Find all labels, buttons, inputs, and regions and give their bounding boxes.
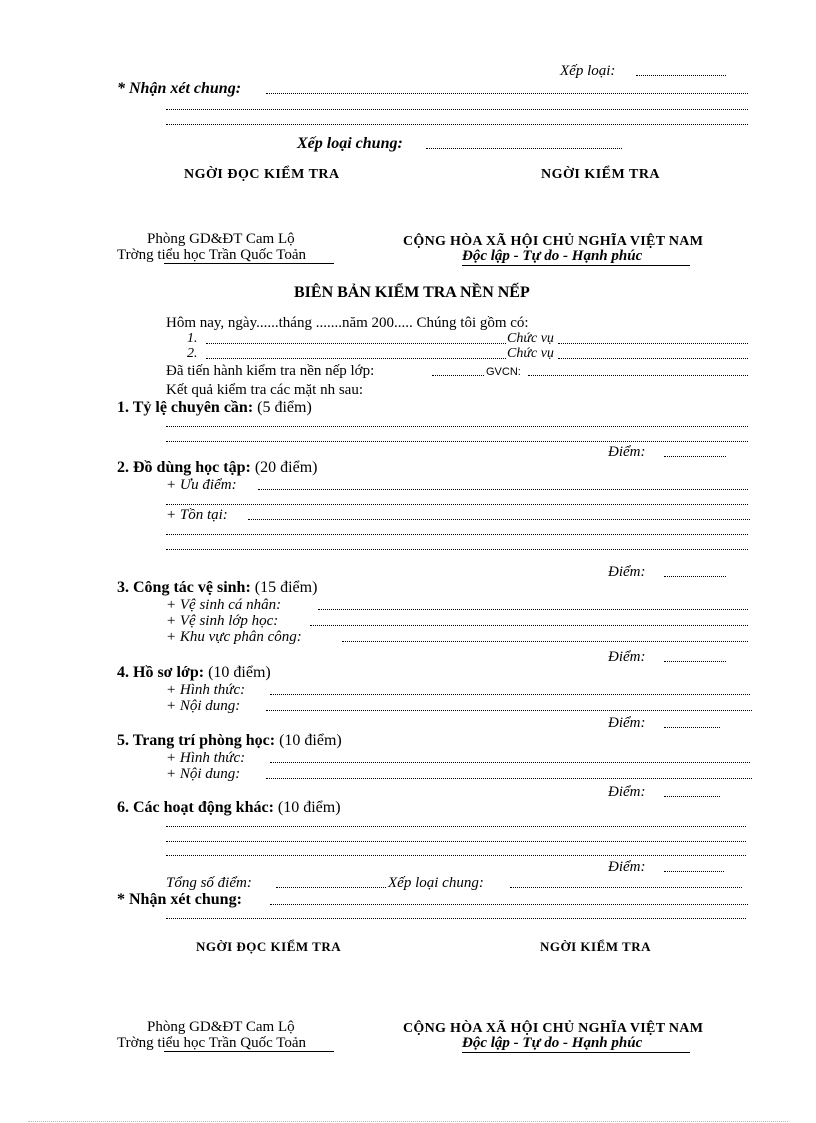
uu-diem-line[interactable]: [166, 504, 748, 505]
ho-so-hinh-thuc-line[interactable]: [270, 694, 750, 695]
phong-gd: Phòng GD&ĐT Cam Lộ: [147, 231, 295, 247]
member-2-number: 2.: [187, 346, 198, 361]
chuc-vu-2-label: Chức vụ: [507, 346, 554, 361]
section-6-diem-label: Điểm:: [608, 859, 646, 875]
uu-diem-line[interactable]: [258, 489, 748, 490]
section-6-line[interactable]: [166, 841, 746, 842]
chuc-vu-2-line[interactable]: [558, 358, 748, 359]
xep-loai-line[interactable]: [636, 75, 726, 76]
section-4-diem-line[interactable]: [664, 727, 720, 728]
phong-gd-next: Phòng GD&ĐT Cam Lộ: [147, 1019, 295, 1035]
page-title: BIÊN BẢN KIỂM TRA NỀN NẾP: [294, 284, 530, 301]
trang-tri-noi-dung-line[interactable]: [266, 778, 752, 779]
section-3-title: 3. Công tác vệ sinh: (15 điểm): [117, 579, 318, 596]
ve-sinh-lop-hoc-line[interactable]: [310, 625, 748, 626]
nhan-xet-footer-line[interactable]: [270, 904, 748, 905]
xep-loai-chung-footer-label: Xếp loại chung:: [388, 875, 484, 891]
section-3-diem-line[interactable]: [664, 661, 726, 662]
xep-loai-label: Xếp loại:: [560, 63, 616, 79]
section-6-line[interactable]: [166, 855, 746, 856]
ho-so-noi-dung-line[interactable]: [266, 710, 752, 711]
chuc-vu-1-line[interactable]: [558, 343, 748, 344]
nguoi-kiem-tra: NGỜI KIỂM TRA: [541, 167, 661, 182]
lop-line[interactable]: [432, 375, 484, 376]
gvcn-line[interactable]: [528, 375, 748, 376]
section-1-line[interactable]: [166, 426, 748, 427]
xep-loai-chung-footer-line[interactable]: [510, 887, 742, 888]
nhan-xet-footer-line[interactable]: [166, 918, 746, 919]
nguoi-kiem-tra-footer: NGỜI KIỂM TRA: [540, 939, 651, 954]
ho-so-noi-dung-label: + Nội dung:: [166, 698, 241, 714]
xep-loai-chung-label: Xếp loại chung:: [297, 135, 403, 152]
tieu-ngu-next-underline: [462, 1052, 690, 1053]
section-2-title: 2. Đồ dùng học tập: (20 điểm): [117, 459, 318, 476]
section-2-diem-label: Điểm:: [608, 564, 646, 580]
truong-next-underline: [164, 1051, 334, 1052]
section-6-line[interactable]: [166, 826, 746, 827]
ket-qua-label: Kết quả kiểm tra các mặt nh sau:: [166, 382, 364, 398]
truong: Trờng tiểu học Trần Quốc Toản: [117, 247, 306, 263]
khu-vuc-phan-cong-label: + Khu vực phân công:: [166, 629, 302, 645]
section-6-diem-line[interactable]: [664, 871, 724, 872]
section-6-title: 6. Các hoạt động khác: (10 điểm): [117, 799, 341, 816]
section-4-diem-label: Điểm:: [608, 715, 646, 731]
ton-tai-line[interactable]: [166, 534, 748, 535]
tieu-ngu-underline: [462, 265, 690, 266]
da-tien-hanh-label: Đã tiến hành kiểm tra nền nếp lớp:: [166, 363, 375, 379]
trang-tri-hinh-thuc-label: + Hình thức:: [166, 750, 246, 766]
ho-so-hinh-thuc-label: + Hình thức:: [166, 682, 246, 698]
ton-tai-label: + Tồn tại:: [166, 507, 228, 523]
xep-loai-chung-line[interactable]: [426, 148, 622, 149]
member-1-number: 1.: [187, 331, 198, 346]
ton-tai-line[interactable]: [248, 519, 750, 520]
quoc-hieu-next: CỘNG HÒA XÃ HỘI CHỦ NGHĨA VIỆT NAM: [403, 1021, 704, 1036]
gvcn-label: GVCN:: [486, 366, 521, 378]
section-3-diem-label: Điểm:: [608, 649, 646, 665]
chuc-vu-1-label: Chức vụ: [507, 331, 554, 346]
member-1-line[interactable]: [206, 343, 506, 344]
khu-vuc-phan-cong-line[interactable]: [342, 641, 748, 642]
truong-underline: [164, 263, 334, 264]
section-4-title: 4. Hồ sơ lớp: (10 điểm): [117, 664, 271, 681]
section-5-title: 5. Trang trí phòng học: (10 điểm): [117, 732, 342, 749]
tieu-ngu: Độc lập - Tự do - Hạnh phúc: [462, 248, 643, 264]
ve-sinh-ca-nhan-label: + Vệ sinh cá nhân:: [166, 597, 282, 613]
nhan-xet-chung-footer-label: * Nhận xét chung:: [117, 891, 242, 908]
truong-next: Trờng tiểu học Trần Quốc Toản: [117, 1035, 306, 1051]
uu-diem-label: + Ưu điểm:: [166, 477, 237, 493]
ton-tai-line[interactable]: [166, 549, 748, 550]
section-1-title: 1. Tỷ lệ chuyên cần: (5 điểm): [117, 399, 312, 416]
page-bottom-rule: [28, 1121, 788, 1122]
tong-so-diem-label: Tổng số điểm:: [166, 875, 252, 891]
nguoi-doc-kiem-tra-footer: NGỜI ĐỌC KIỂM TRA: [196, 939, 342, 954]
section-2-diem-line[interactable]: [664, 576, 726, 577]
member-2-line[interactable]: [206, 358, 506, 359]
trang-tri-hinh-thuc-line[interactable]: [270, 762, 750, 763]
quoc-hieu: CỘNG HÒA XÃ HỘI CHỦ NGHĨA VIỆT NAM: [403, 234, 704, 249]
nhan-xet-line[interactable]: [166, 124, 748, 125]
nhan-xet-line[interactable]: [166, 109, 748, 110]
section-1-diem-line[interactable]: [664, 456, 726, 457]
nhan-xet-chung-label: * Nhận xét chung:: [117, 80, 242, 97]
hom-nay-line: Hôm nay, ngày......tháng .......năm 200..... Chúng tôi gồm có:: [166, 315, 529, 331]
tong-so-diem-line[interactable]: [276, 887, 386, 888]
ve-sinh-ca-nhan-line[interactable]: [318, 609, 748, 610]
tieu-ngu-next: Độc lập - Tự do - Hạnh phúc: [462, 1035, 643, 1051]
section-1-diem-label: Điểm:: [608, 444, 646, 460]
section-5-diem-line[interactable]: [664, 796, 720, 797]
trang-tri-noi-dung-label: + Nội dung:: [166, 766, 241, 782]
section-1-line[interactable]: [166, 441, 748, 442]
ve-sinh-lop-hoc-label: + Vệ sinh lớp học:: [166, 613, 279, 629]
nhan-xet-line[interactable]: [266, 93, 748, 94]
section-5-diem-label: Điểm:: [608, 784, 646, 800]
nguoi-doc-kiem-tra: NGỜI ĐỌC KIỂM TRA: [184, 167, 340, 182]
